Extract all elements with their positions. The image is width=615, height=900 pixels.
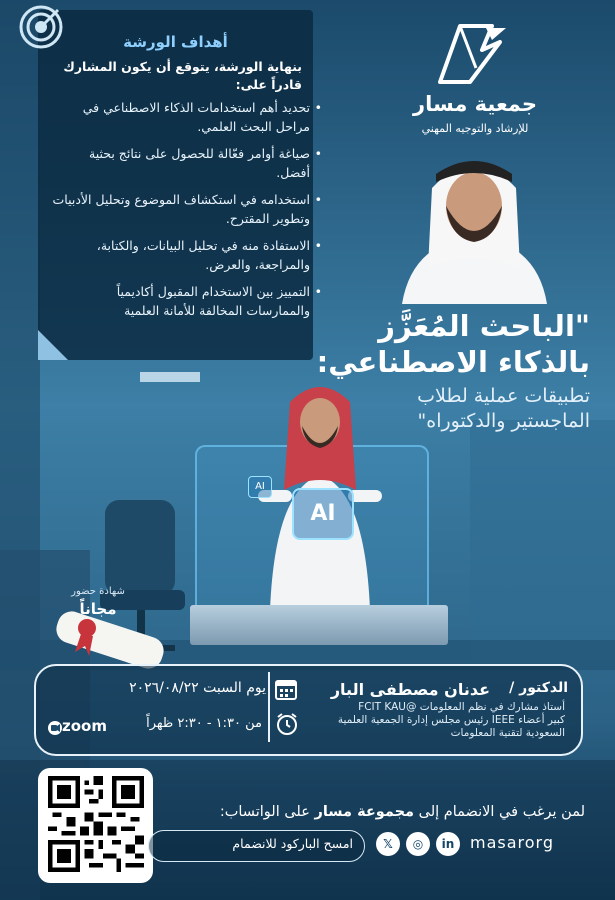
alarm-clock-icon bbox=[275, 712, 299, 736]
social-handle[interactable]: masarorg bbox=[470, 833, 554, 852]
speaker-title: الدكتور / bbox=[509, 680, 568, 696]
event-date: يوم السبت ٢٠٢٦/٠٨/٢٢ bbox=[129, 680, 266, 696]
subtitle-line-2: الماجستير والدكتوراه" bbox=[417, 410, 590, 432]
ai-chip-large: AI bbox=[292, 488, 354, 540]
goals-intro: بنهاية الورشة، يتوقع أن يكون المشارك قادراً على: bbox=[63, 59, 302, 92]
join-suffix: على الواتساب: bbox=[219, 804, 310, 820]
certificate-price: مجاناً bbox=[79, 600, 117, 618]
masar-logo bbox=[430, 20, 512, 90]
join-prefix: لمن يرغب في الانضمام إلى bbox=[418, 804, 585, 820]
workshop-title bbox=[300, 308, 590, 380]
goal-item: • صياغة أوامر فعّالة للحصول على نتائج بحثية أفضل. bbox=[52, 144, 310, 182]
event-time: من ١:٣٠ - ٢:٣٠ ظهراً bbox=[146, 716, 262, 731]
join-whatsapp-text bbox=[165, 804, 585, 820]
x-icon[interactable]: 𝕏 bbox=[376, 832, 400, 856]
goals-list bbox=[52, 98, 324, 328]
zoom-label: zoom bbox=[62, 717, 107, 735]
calendar-icon bbox=[274, 677, 298, 701]
certificate-label: شهادة حضور bbox=[71, 586, 125, 597]
title-line-1: "الباحث المُعَزَّز bbox=[378, 309, 590, 343]
info-divider bbox=[268, 672, 270, 742]
goal-item: • الاستفادة منه في تحليل البيانات، والكتابة، والمراجعة، والعرض. bbox=[52, 236, 310, 274]
goal-item: • تحديد أهم استخدامات الذكاء الاصطناعي في مراحل البحث العلمي. bbox=[52, 98, 310, 136]
speaker-bio-line-1: أستاذ مشارك في نظم المعلومات @FCIT KAU bbox=[358, 701, 565, 713]
goals-title: أهداف الورشة bbox=[123, 33, 228, 51]
goal-item: • استخدامه في استكشاف الموضوع وتحليل الأدبيات وتطوير المقترح. bbox=[52, 190, 310, 228]
scan-barcode-text: امسح الباركود للانضمام bbox=[232, 836, 353, 851]
panel-corner-accent bbox=[38, 330, 68, 360]
speaker-bio-line-3: السعودية لتقنية المعلومات bbox=[450, 727, 565, 739]
goal-item: • التمييز بين الاستخدام المقبول أكاديمياً والممارسات المخالفة للأمانة العلمية bbox=[52, 282, 310, 320]
linkedin-icon[interactable]: in bbox=[436, 832, 460, 856]
instagram-icon[interactable]: ◎ bbox=[406, 832, 430, 856]
qr-code[interactable] bbox=[48, 776, 144, 872]
join-group-name: مجموعة مسار bbox=[314, 804, 415, 820]
organization-subtitle: للإرشاد والتوجيه المهني bbox=[421, 122, 529, 135]
ai-chip-small: AI bbox=[248, 476, 272, 498]
subtitle-line-1: تطبيقات عملية لطلاب bbox=[417, 385, 590, 407]
speaker-photo bbox=[392, 148, 557, 304]
desk bbox=[190, 605, 448, 645]
organization-name: جمعية مسار bbox=[412, 92, 538, 116]
speaker-name: عدنان مصطفى البار bbox=[330, 680, 490, 699]
speaker-bio-line-2: كبير أعضاء IEEE رئيس مجلس إدارة الجمعية العلمية bbox=[337, 714, 565, 726]
speaker-bio bbox=[280, 701, 565, 740]
title-line-2: بالذكاء الاصطناعي: bbox=[316, 345, 590, 379]
